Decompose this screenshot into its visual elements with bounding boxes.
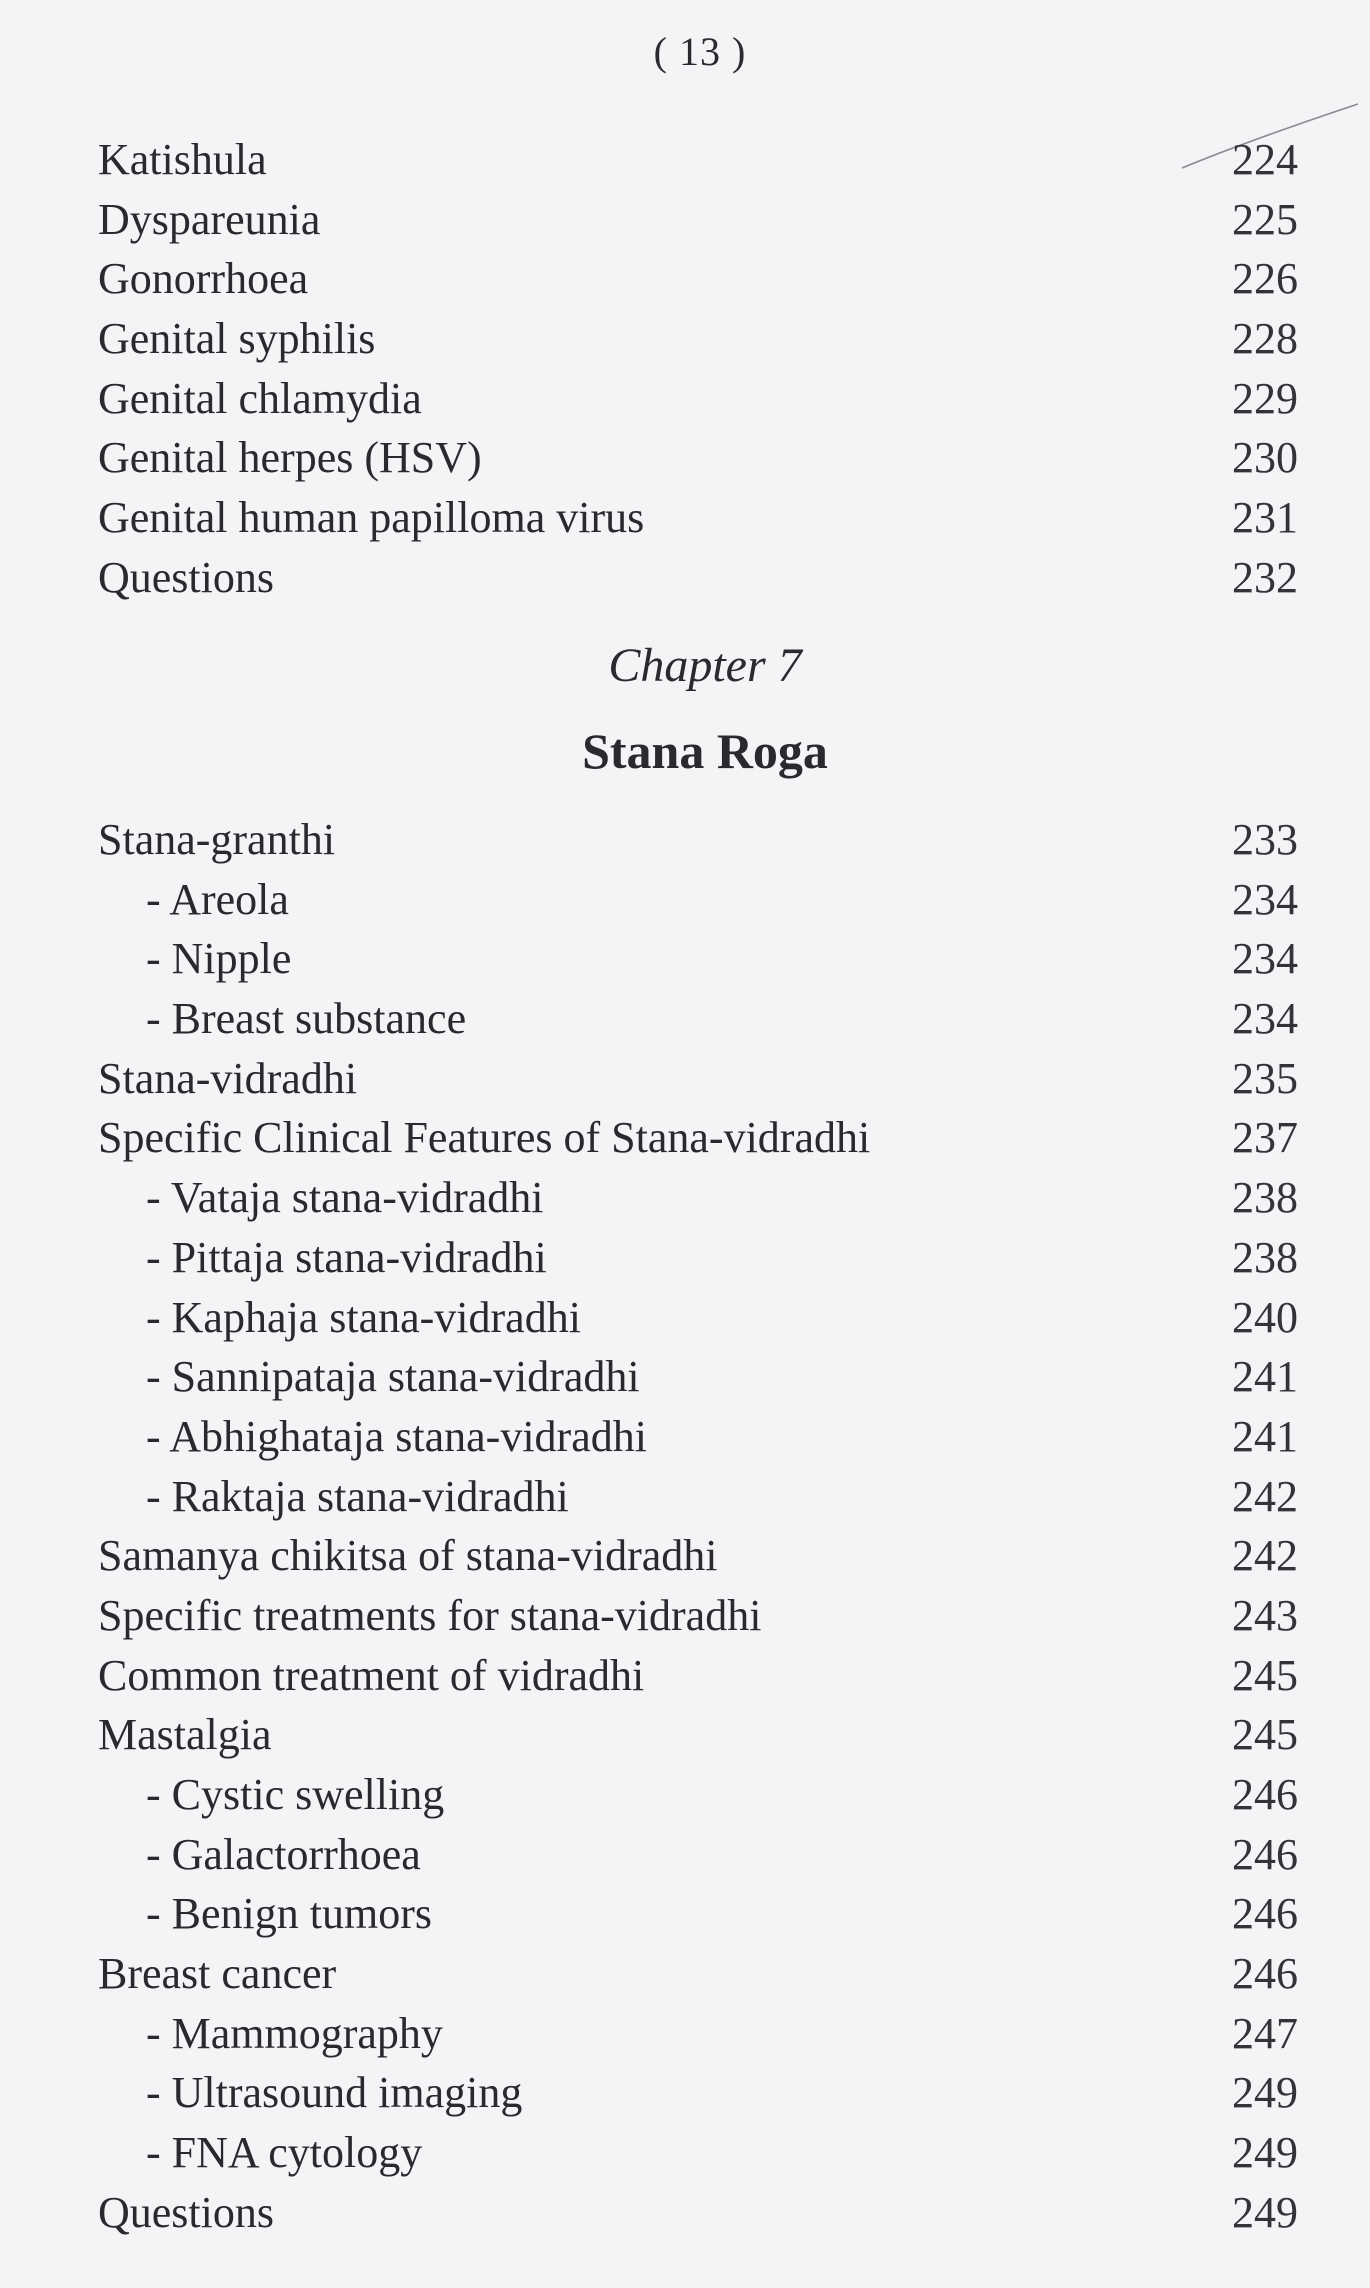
chapter-title: Stana Roga <box>582 723 828 779</box>
toc-entry-page: 243 <box>1232 1590 1298 1640</box>
toc-entry-page: 249 <box>1232 2187 1298 2237</box>
toc-entry-title: - Ultrasound imaging <box>146 2068 523 2118</box>
toc-entry-page: 246 <box>1232 1770 1298 1819</box>
toc-entry-title: Samanya chikitsa of stana-vidradhi <box>98 1531 718 1581</box>
toc-entry-page: 246 <box>1232 1889 1298 1939</box>
toc-entry-title: - Pittaja stana-vidradhi <box>146 1232 547 1282</box>
toc-entry-title: - FNA cytology <box>146 2128 423 2178</box>
toc-entry <box>98 1526 1298 1586</box>
toc-entry-page: 240 <box>1232 1292 1298 1342</box>
toc-entry-page: 224 <box>1232 135 1298 184</box>
toc-entry-title: Genital herpes (HSV) <box>98 433 482 483</box>
toc-entry-title: Questions <box>98 552 274 602</box>
chapter-label: Chapter 7 <box>608 639 802 692</box>
toc-entry-page: 237 <box>1232 1113 1298 1163</box>
toc-entry-title: Stana-vidradhi <box>98 1053 358 1103</box>
toc-entry-title: - Abhighataja stana-vidradhi <box>146 1411 647 1461</box>
toc-entry-title: - Galactorrhoea <box>146 1829 421 1879</box>
toc-entry <box>98 130 1298 190</box>
toc-subentry <box>98 1407 1298 1467</box>
toc-entry-title: Genital human papilloma virus <box>98 493 645 543</box>
toc-entry-title: Specific Clinical Features of Stana-vidradhi <box>98 1113 871 1163</box>
toc-entry-title: - Cystic swelling <box>146 1770 445 1819</box>
toc-subentry <box>98 1884 1298 1944</box>
toc-entry <box>98 190 1298 250</box>
toc-entry-page: 242 <box>1232 1471 1298 1521</box>
toc-entry-page: 229 <box>1232 373 1298 423</box>
toc-subentry <box>98 1347 1298 1407</box>
toc-entry-page: 238 <box>1232 1173 1298 1223</box>
toc-entry-title: Specific treatments for stana-vidradhi <box>98 1590 762 1640</box>
toc-entry-title: - Sannipataja stana-vidradhi <box>146 1352 640 1402</box>
toc-entry-page: 230 <box>1232 433 1298 483</box>
toc-entry-page: 238 <box>1232 1232 1298 1282</box>
toc-entry-page: 235 <box>1232 1053 1298 1103</box>
toc-entry-page: 225 <box>1232 194 1298 244</box>
toc-entry-page: 242 <box>1232 1531 1298 1581</box>
toc-entry-title: - Vataja stana-vidradhi <box>146 1173 544 1223</box>
toc-entry <box>98 1944 1298 2004</box>
toc-subentry <box>98 929 1298 989</box>
toc-entry-title: - Nipple <box>146 934 292 984</box>
toc-entry-title: Dyspareunia <box>98 194 321 244</box>
toc-entry <box>98 369 1298 429</box>
toc-entry-title: Common treatment of vidradhi <box>98 1650 645 1700</box>
toc-entry-title: Genital chlamydia <box>98 373 422 423</box>
toc-entry <box>98 548 1298 608</box>
toc-entry-page: 234 <box>1232 934 1298 984</box>
toc-entry <box>98 810 1298 870</box>
toc-subentry <box>98 2004 1298 2064</box>
toc-entry-page: 234 <box>1232 874 1298 924</box>
toc-subentry <box>98 1467 1298 1527</box>
toc-entry-page: 234 <box>1232 994 1298 1044</box>
toc-entry-title: Katishula <box>98 135 267 184</box>
toc-subentry <box>98 1168 1298 1228</box>
toc-section-two <box>98 810 1298 2243</box>
toc-entry-page: 247 <box>1232 2008 1298 2058</box>
toc-entry <box>98 488 1298 548</box>
toc-entry-page: 245 <box>1232 1710 1298 1760</box>
toc-entry-page: 249 <box>1232 2068 1298 2118</box>
toc-subentry <box>98 989 1298 1049</box>
toc-entry-page: 233 <box>1232 815 1298 864</box>
toc-entry-title: - Benign tumors <box>146 1889 432 1939</box>
toc-subentry <box>98 2123 1298 2183</box>
toc-entry-title: - Breast substance <box>146 994 467 1044</box>
toc-subentry <box>98 1765 1298 1825</box>
toc-entry-title: Mastalgia <box>98 1710 272 1760</box>
toc-entry-page: 246 <box>1232 1949 1298 1999</box>
toc-entry-page: 231 <box>1232 493 1298 543</box>
toc-entry-page: 241 <box>1232 1411 1298 1461</box>
toc-subentry <box>98 1288 1298 1348</box>
toc-entry-title: Stana-granthi <box>98 815 336 864</box>
toc-entry-title: Gonorrhoea <box>98 254 309 304</box>
toc-entry-title: - Kaphaja stana-vidradhi <box>146 1292 581 1342</box>
toc-entry <box>98 1646 1298 1706</box>
toc-entry-title: - Areola <box>146 874 289 924</box>
page-number: ( 13 ) <box>653 29 747 74</box>
toc-entry-page: 228 <box>1232 314 1298 364</box>
toc-subentry <box>98 1228 1298 1288</box>
toc-section-one <box>98 130 1298 608</box>
toc-entry-title: Genital syphilis <box>98 314 376 364</box>
toc-entry <box>98 1108 1298 1168</box>
toc-entry <box>98 428 1298 488</box>
toc-entry <box>98 2183 1298 2243</box>
toc-entry-title: Breast cancer <box>98 1949 337 1999</box>
toc-subentry <box>98 870 1298 930</box>
toc-entry-page: 226 <box>1232 254 1298 304</box>
toc-entry <box>98 1049 1298 1109</box>
toc-subentry <box>98 1825 1298 1885</box>
toc-entry <box>98 249 1298 309</box>
toc-entry-page: 246 <box>1232 1829 1298 1879</box>
toc-entry-page: 249 <box>1232 2128 1298 2178</box>
toc-entry <box>98 1705 1298 1765</box>
toc-entry-title: - Raktaja stana-vidradhi <box>146 1471 569 1521</box>
toc-entry-title: - Mammography <box>146 2008 443 2058</box>
toc-entry-page: 245 <box>1232 1650 1298 1700</box>
toc-entry-title: Questions <box>98 2187 274 2237</box>
toc-entry-page: 232 <box>1232 552 1298 602</box>
toc-entry <box>98 1586 1298 1646</box>
toc-subentry <box>98 2063 1298 2123</box>
toc-entry-page: 241 <box>1232 1352 1298 1402</box>
toc-entry <box>98 309 1298 369</box>
